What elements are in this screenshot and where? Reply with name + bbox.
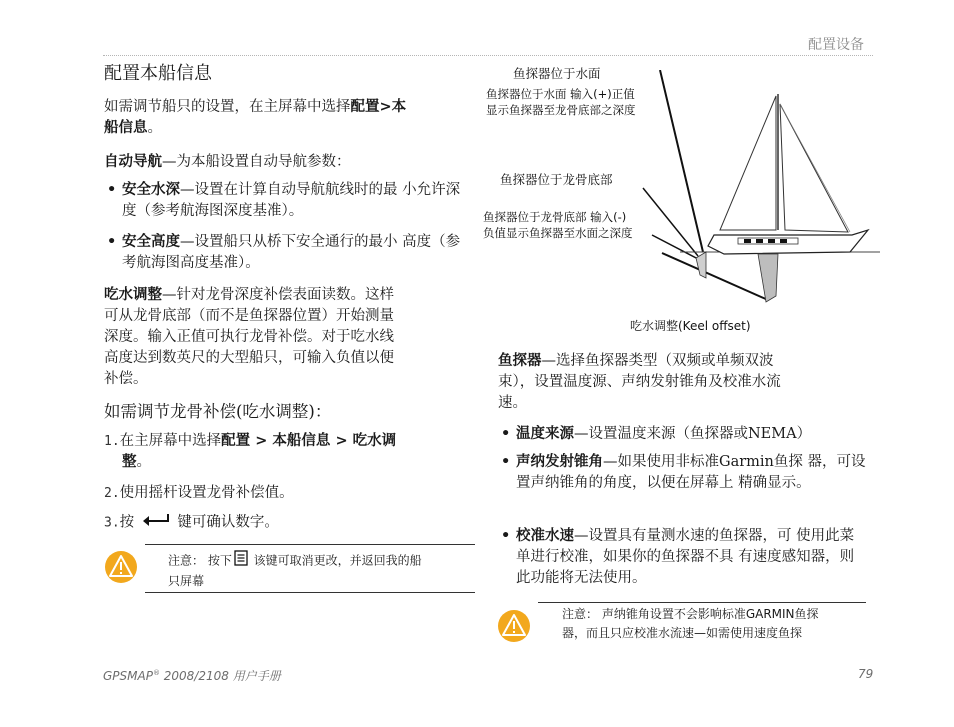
step-3: 3.按 键可确认数字。: [104, 512, 474, 534]
pointer-line-surface: [660, 70, 703, 252]
page-number: 79: [858, 667, 874, 681]
enter-key-icon: [141, 512, 171, 533]
note-top-rule: [145, 544, 475, 545]
keel: [758, 254, 778, 302]
pointer-line-keel: [652, 235, 700, 260]
note-right-top-rule: [538, 602, 866, 603]
mainsail: [720, 96, 776, 230]
step-1: 1.在主屏幕中选择配置 > 本船信息 > 吃水调 整。: [104, 433, 397, 470]
footer-title: GPSMAP® 2008/2108 用户手册: [103, 669, 281, 683]
diagram-note-surface: 鱼探器位于水面 输入(+)正值 显示鱼探器至龙骨底部之深度: [486, 87, 636, 117]
note-right: 注意： 声纳锥角设置不会影响标准GARMIN鱼探 器，而且只应校准水流速—如需使用速度鱼探: [562, 607, 819, 640]
bullet-temperature-source: • 温度来源—设置温度来源（鱼探器或NEMA）: [501, 426, 812, 442]
keel-offset-line: [662, 253, 768, 300]
autopilot-term: 自动导航: [104, 154, 162, 170]
intro-line-1: 如需调节船只的设置，在主屏幕中选择配置>本: [104, 99, 407, 115]
sonar-paragraph: 鱼探器—选择鱼探器类型（双频或单频双波 束），设置温度源、声纳发射锥角及校准水流 速。: [498, 353, 781, 411]
step-2: 2.使用摇杆设置龙骨补偿值。: [104, 485, 294, 501]
note-bottom-rule: [145, 592, 475, 593]
menu-key-icon: [234, 550, 248, 572]
section-title: 配置设备: [808, 37, 864, 53]
page-title: 配置本船信息: [104, 63, 212, 84]
keel-offset-paragraph: 吃水调整—针对龙骨深度补偿表面读数。这样 可从龙骨底部（而不是鱼探器位置）开始测量 深度。输入正值可执行龙骨补偿。对于吃水线 高度达到数英尺的大型船只，可输入负值以便 补偿。: [104, 287, 394, 387]
warning-icon: [104, 550, 138, 584]
intro-line-2: 船信息。: [104, 120, 162, 136]
note-left: 注意： 按下 该键可取消更改，并返回我的船 只屏幕: [168, 550, 474, 591]
bullet-calibrate-speed: • 校准水速—设置具有量测水速的鱼探器，可 使用此菜单进行校准，如果你的鱼探器不具 有速度感知器，则此功能将无法使用。: [501, 528, 855, 586]
diagram-label-keel: 鱼探器位于龙骨底部: [500, 172, 613, 187]
bullet-safe-height: • 安全高度—设置船只从桥下安全通行的最小 高度（参考航海图高度基准）。: [107, 234, 461, 271]
sailboat-illustration: [640, 70, 885, 315]
autopilot-line: 自动导航—为本船设置自动导航参数：: [104, 154, 351, 170]
top-divider: [103, 55, 873, 56]
bullet-safe-depth: • 安全水深—设置在计算自动导航航线时的最 小允许深度（参考航海图深度基准）。: [107, 182, 461, 219]
diagram-label-surface: 鱼探器位于水面: [513, 66, 601, 81]
bullet-cone-angle: • 声纳发射锥角—如果使用非标准Garmin鱼探 器，可设置声纳锥角的角度，以便在屏幕上 精确显示。: [501, 454, 866, 491]
howto-title: 如需调节龙骨补偿(吃水调整)：: [104, 402, 332, 421]
diagram-caption-keel-offset: 吃水调整(Keel offset): [630, 319, 751, 333]
diagram-note-keel: 鱼探器位于龙骨底部 输入(-) 负值显示鱼探器至水面之深度: [483, 210, 633, 240]
warning-icon-right: [497, 609, 531, 643]
